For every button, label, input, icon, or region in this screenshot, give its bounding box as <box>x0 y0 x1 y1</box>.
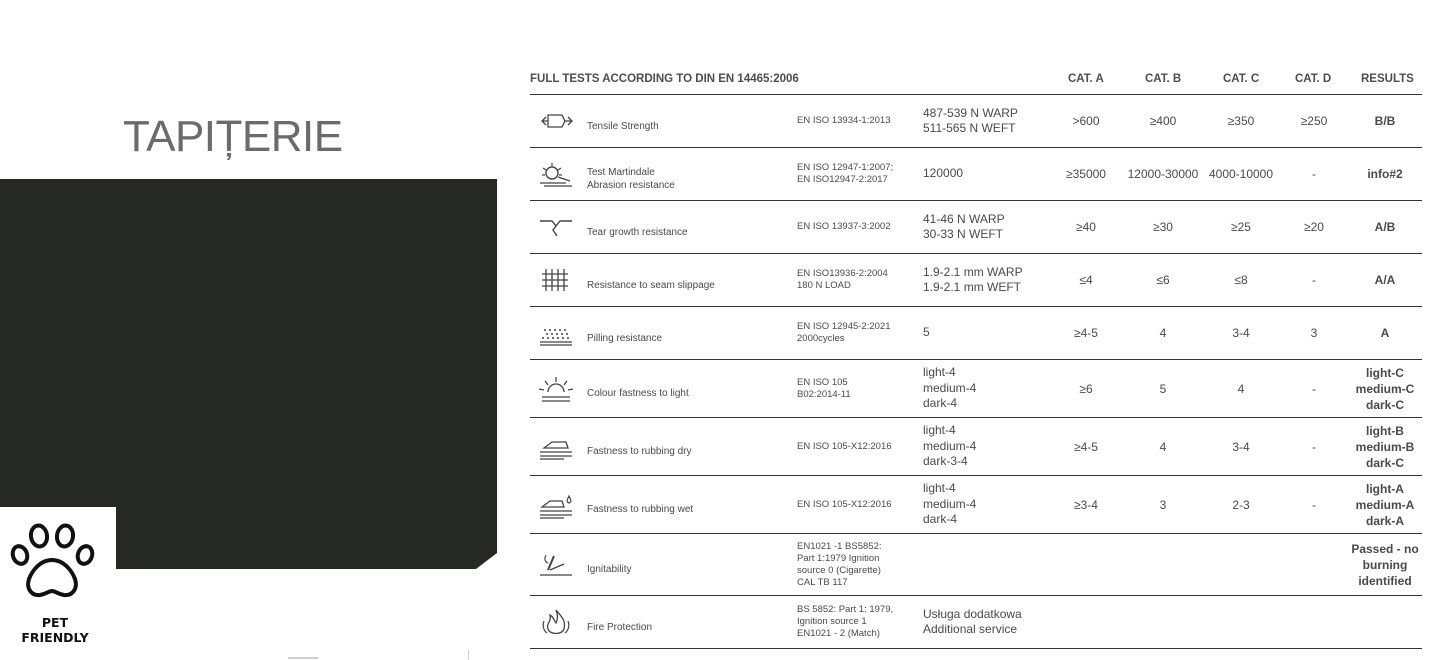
test-value <box>923 476 1058 533</box>
table-row <box>530 307 1422 360</box>
value-line: 487-539 N WARP <box>923 105 1018 120</box>
result-value <box>1348 534 1422 595</box>
table-row <box>530 534 1422 596</box>
result-line: burning <box>1362 557 1408 572</box>
cat-d-value <box>1280 534 1348 595</box>
light-fastness-icon <box>534 360 578 417</box>
result-line: medium-A <box>1355 497 1415 512</box>
value-line: medium-4 <box>923 380 977 395</box>
value-line: 41-46 N WARP <box>923 211 1005 226</box>
cat-c-value <box>1203 534 1279 595</box>
cat-a-value: ≥6 <box>1079 381 1093 396</box>
test-name-line: Tear growth resistance <box>587 226 688 238</box>
result-value <box>1348 418 1422 475</box>
result-value <box>1348 201 1422 253</box>
standard-line: EN ISO 13937-3:2002 <box>797 221 891 232</box>
test-name-line: Fastness to rubbing dry <box>587 446 692 457</box>
test-name-line: Colour fastness to light <box>587 388 689 399</box>
result-line: light-C <box>1365 365 1404 380</box>
result-line: medium-B <box>1355 439 1415 454</box>
test-name <box>587 534 787 595</box>
value-line: 5 <box>923 325 930 340</box>
standard-line: BS 5852: Part 1: 1979, <box>797 604 894 615</box>
tensile-strength-icon <box>534 95 578 147</box>
value-line: medium-4 <box>923 438 977 453</box>
test-standard <box>797 201 917 253</box>
test-name-line: Pilling resistance <box>587 332 663 344</box>
tear-growth-icon <box>534 201 578 253</box>
cat-d-value: ≥20 <box>1304 220 1324 234</box>
standard-line: 180 N LOAD <box>797 280 851 291</box>
table-row <box>530 418 1422 476</box>
test-value <box>923 201 1058 253</box>
page-title: TAPIȚERIE <box>123 112 343 161</box>
test-value <box>923 254 1058 306</box>
value-line: 120000 <box>923 166 964 181</box>
seam-slippage-icon <box>534 254 578 306</box>
cat-b-value <box>1124 596 1202 648</box>
result-value <box>1348 307 1422 359</box>
value-line: dark-4 <box>923 512 958 527</box>
test-name <box>587 307 787 359</box>
standard-line: EN ISO 12947-1:2007; <box>797 162 894 173</box>
value-line: medium-4 <box>923 496 977 511</box>
test-name-line: Fastness to rubbing wet <box>587 504 694 515</box>
header-cat-c: CAT. C <box>1223 73 1260 85</box>
cat-d-value: 3 <box>1310 326 1318 340</box>
table-row <box>530 476 1422 534</box>
test-value <box>923 418 1058 475</box>
cat-b-value: ≤6 <box>1156 273 1170 287</box>
value-line: light-4 <box>923 423 956 438</box>
standard-line: EN1021 - 2 (Match) <box>797 628 880 639</box>
standard-line: source 0 (Cigarette) <box>797 564 881 576</box>
result-line: A/A <box>1374 273 1396 287</box>
standard-line: 2000cycles <box>797 333 845 344</box>
test-name <box>587 148 787 200</box>
result-line: Passed - no <box>1351 541 1419 556</box>
rubbing-dry-icon <box>534 418 578 475</box>
cat-c-value: ≥25 <box>1231 220 1251 234</box>
value-line: 1.9-2.1 mm WARP <box>923 264 1023 279</box>
test-standard <box>797 596 917 648</box>
header-results: RESULTS <box>1361 73 1414 85</box>
test-standard <box>797 418 917 475</box>
test-name <box>587 201 787 253</box>
cat-b-value: 12000-30000 <box>1127 167 1199 181</box>
standard-line: B02:2014-11 <box>797 388 851 400</box>
cat-a-value <box>1051 534 1121 595</box>
header-cat-b: CAT. B <box>1145 73 1182 85</box>
cat-a-value: ≥4-5 <box>1074 439 1098 454</box>
test-name <box>587 476 787 533</box>
cat-c-value: ≥350 <box>1227 114 1255 128</box>
result-line: B/B <box>1374 114 1396 128</box>
value-line: Additional service <box>923 622 1018 636</box>
table-row <box>530 148 1422 201</box>
standard-line: EN ISO 105-X12:2016 <box>797 440 892 452</box>
test-value <box>923 307 1058 359</box>
test-value <box>923 148 1058 200</box>
result-line: A <box>1380 326 1390 340</box>
cat-d-value: - <box>1312 167 1316 181</box>
table-header-row <box>530 68 1422 95</box>
cat-b-value: 3 <box>1159 497 1167 512</box>
result-line: light-A <box>1365 481 1404 496</box>
test-name-line: Fire Protection <box>587 621 653 633</box>
test-name-line: Ignitability <box>587 564 632 575</box>
test-name-line: Abrasion resistance <box>587 180 675 191</box>
test-standard <box>797 95 917 147</box>
pet-friendly-line: FRIENDLY <box>21 630 89 645</box>
value-line: 30-33 N WEFT <box>923 227 1004 241</box>
result-value <box>1348 95 1422 147</box>
pilling-icon <box>534 307 578 359</box>
standard-line: EN ISO 13934-1:2013 <box>797 115 891 126</box>
table-row <box>530 254 1422 307</box>
cat-a-value: ≥3-4 <box>1074 497 1098 512</box>
test-name <box>587 418 787 475</box>
fire-protection-icon <box>534 596 578 648</box>
result-line: info#2 <box>1367 167 1403 181</box>
cat-b-value: 4 <box>1159 439 1167 454</box>
result-line: light-B <box>1365 423 1404 438</box>
header-cat-a: CAT. A <box>1068 73 1104 85</box>
test-value <box>923 360 1058 417</box>
test-name <box>587 95 787 147</box>
cat-d-value: - <box>1312 273 1316 287</box>
cat-c-value: 3-4 <box>1232 439 1250 454</box>
cat-d-value: - <box>1312 439 1316 454</box>
table-row <box>530 360 1422 418</box>
standard-line: EN ISO 105-X12:2016 <box>797 498 892 510</box>
test-standard <box>797 534 917 595</box>
cat-a-value: ≥35000 <box>1066 167 1106 181</box>
standard-line: CAL TB 117 <box>797 576 848 588</box>
table-body <box>530 95 1422 649</box>
result-value <box>1348 476 1422 533</box>
cat-c-value: 2-3 <box>1232 497 1250 512</box>
test-value <box>923 534 1058 595</box>
test-standard <box>797 148 917 200</box>
ignitability-icon <box>534 534 578 595</box>
table-row <box>530 95 1422 148</box>
value-line: 1.9-2.1 mm WEFT <box>923 280 1022 294</box>
test-value <box>923 596 1058 648</box>
value-line: dark-4 <box>923 396 958 411</box>
test-value <box>923 95 1058 147</box>
cat-a-value: ≤4 <box>1079 273 1093 287</box>
value-line: light-4 <box>923 365 956 380</box>
standard-line: Part 1:1979 Ignition <box>797 552 880 564</box>
cat-a-value: ≥40 <box>1076 220 1096 234</box>
result-line: dark-C <box>1365 455 1404 470</box>
result-line: medium-C <box>1355 381 1415 396</box>
cat-b-value <box>1124 534 1202 595</box>
standard-line: EN ISO 105 <box>797 376 848 388</box>
pet-friendly-label <box>0 615 110 645</box>
value-line: 511-565 N WEFT <box>923 121 1016 135</box>
cat-b-value: ≥30 <box>1153 220 1173 234</box>
paw-icon <box>9 522 103 602</box>
value-line: light-4 <box>923 481 956 496</box>
test-results-table <box>530 68 1422 649</box>
standard-line: EN ISO 12945-2:2021 <box>797 321 891 332</box>
cat-a-value <box>1051 596 1121 648</box>
test-name-line: Resistance to seam slippage <box>587 279 715 291</box>
result-value <box>1348 148 1422 200</box>
rubbing-wet-icon <box>534 476 578 533</box>
divider <box>288 657 318 659</box>
pet-friendly-line: PET <box>41 615 69 630</box>
test-standard <box>797 360 917 417</box>
standard-line: EN ISO12947-2:2017 <box>797 174 888 185</box>
test-standard <box>797 476 917 533</box>
swatch-corner-cut <box>476 553 497 569</box>
cat-d-value: - <box>1312 381 1316 396</box>
result-line: dark-A <box>1365 513 1404 528</box>
cat-c-value <box>1203 596 1279 648</box>
test-name-line: Test Martindale <box>587 167 655 178</box>
standard-line: Ignition source 1 <box>797 616 867 627</box>
header-test: FULL TESTS ACCORDING TO DIN EN 14465:2006 <box>530 73 799 85</box>
cat-d-value: - <box>1312 497 1316 512</box>
cat-c-value: 4 <box>1237 381 1245 396</box>
cat-c-value: 4000-10000 <box>1208 167 1274 181</box>
cat-a-value: >600 <box>1072 114 1100 128</box>
table-row <box>530 201 1422 254</box>
cat-c-value: 3-4 <box>1232 326 1250 340</box>
standard-line: EN ISO13936-2:2004 <box>797 268 888 279</box>
standard-line: EN1021 -1 BS5852: <box>797 540 882 552</box>
result-line: A/B <box>1374 220 1396 234</box>
divider <box>468 650 469 660</box>
abrasion-icon <box>534 148 578 200</box>
cat-a-value: ≥4-5 <box>1074 326 1098 340</box>
table-row <box>530 596 1422 649</box>
value-line: Usługa dodatkowa <box>923 606 1022 621</box>
header-cat-d: CAT. D <box>1295 73 1332 85</box>
test-standard <box>797 307 917 359</box>
test-name <box>587 254 787 306</box>
test-name <box>587 596 787 648</box>
cat-d-value <box>1280 596 1348 648</box>
result-line: dark-C <box>1365 397 1404 412</box>
result-value <box>1348 360 1422 417</box>
result-value <box>1348 254 1422 306</box>
cat-c-value: ≤8 <box>1234 273 1248 287</box>
result-value <box>1348 596 1422 648</box>
result-line: identified <box>1358 573 1412 588</box>
cat-b-value: ≥400 <box>1149 114 1177 128</box>
cat-b-value: 4 <box>1159 326 1167 340</box>
cat-b-value: 5 <box>1159 381 1167 396</box>
value-line: dark-3-4 <box>923 454 968 469</box>
test-name <box>587 360 787 417</box>
cat-d-value: ≥250 <box>1300 114 1328 128</box>
test-name-line: Tensile Strength <box>587 120 659 132</box>
test-standard <box>797 254 917 306</box>
